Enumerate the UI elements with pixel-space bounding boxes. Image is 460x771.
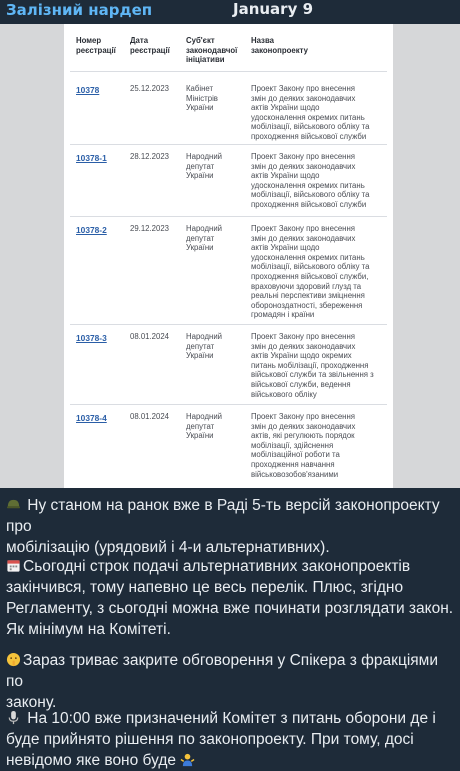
bill-title-line: актів України щодо окремих — [251, 351, 352, 361]
message-paragraph — [6, 650, 454, 713]
bill-title — [251, 224, 370, 320]
bill-title-line: Проект Закону про внесення — [251, 332, 356, 341]
message-line-text: закону. — [6, 694, 57, 711]
column-header-subject: Суб'єкт законодавчої ініціативи — [186, 36, 238, 64]
bill-title-line: актів, які регулюють порядок — [251, 431, 355, 441]
bill-subject-line: Міністрів — [186, 93, 218, 103]
bill-title-line: проходження навчання — [251, 459, 335, 469]
bill-subject-line: Народний — [186, 224, 223, 233]
bill-title-line: змін до деяких законодавчих — [251, 421, 356, 431]
bill-number-link[interactable]: 10378-3 — [76, 333, 107, 343]
message-paragraph — [6, 495, 454, 558]
bill-date: 28.12.2023 — [130, 152, 170, 161]
bill-number-link[interactable]: 10378-4 — [76, 413, 107, 423]
bill-title-line: актів України щодо — [251, 103, 320, 113]
bill-subject — [186, 412, 222, 441]
message-line-text: Як мінімум на Комітеті. — [6, 621, 171, 638]
column-header-title: Назва законопроекту — [251, 36, 308, 55]
message-line — [6, 708, 454, 729]
bill-title — [251, 412, 355, 479]
bill-title — [251, 84, 370, 142]
bill-title-line: Проект Закону про внесення — [251, 412, 356, 421]
message-line-text: буде прийнято рішення по законопроекту. При тому, досі — [6, 731, 414, 748]
bill-title — [251, 152, 370, 210]
bill-title-line: актів України щодо — [251, 243, 320, 253]
bill-title-line: змін до деяких законодавчих — [251, 161, 356, 171]
bill-subject-line: Народний — [186, 412, 223, 421]
message-line — [6, 598, 454, 619]
bill-date: 29.12.2023 — [130, 224, 170, 233]
bill-title-line: громадян і країни — [251, 310, 315, 320]
bill-title-line: удосконалення окремих питань — [251, 180, 365, 190]
bill-date: 08.01.2024 — [130, 412, 170, 421]
bill-title-line: актів України щодо — [251, 171, 320, 181]
bill-title-line: проходження військової служби — [251, 131, 367, 141]
message-line-text: закінчився, тому напевно це весь перелік. Плюс, згідно — [6, 579, 404, 596]
bill-title-line: військової служби та звільнення з — [251, 370, 374, 380]
bill-title-line: Проект Закону про внесення — [251, 84, 356, 93]
bill-title — [251, 332, 374, 399]
message-line — [6, 495, 454, 537]
bill-title-line: обороноздатності, збереження — [251, 300, 363, 310]
bill-subject-line: України — [186, 351, 214, 361]
bill-number-link[interactable]: 10378 — [76, 85, 100, 95]
bill-subject-line: України — [186, 103, 214, 113]
row-divider — [70, 216, 387, 217]
calendar-icon — [6, 558, 23, 575]
channel-name[interactable]: Залізний нардеп — [6, 1, 153, 19]
message-line — [6, 537, 454, 558]
message-line-text: Ну станом на ранок вже в Раді 5-ть версій законопроекту про — [6, 497, 440, 535]
bill-title-line: мобілізації, військового обліку та — [251, 122, 370, 132]
bill-subject-line: депутат — [186, 421, 215, 431]
bill-title-line: військового обліку — [251, 389, 317, 399]
bill-subject — [186, 332, 222, 361]
bill-title-line: питань мобілізації, проходження — [251, 360, 369, 370]
message-line — [6, 577, 454, 598]
message-line-text: Зараз триває закрите обговорення у Спікера з фракціями по — [6, 652, 438, 690]
bill-title-line: мобілізації, військового обліку та — [251, 190, 370, 200]
bill-title-line: проходження військової служби, — [251, 271, 369, 281]
bill-title-line: змін до деяких законодавчих — [251, 233, 356, 243]
header-divider — [70, 71, 387, 72]
row-divider — [70, 324, 387, 325]
helmet-icon — [6, 497, 23, 514]
message-line-text: невідомо яке воно буде — [6, 752, 176, 769]
message-line — [6, 556, 454, 577]
message-line-text: Регламенту, з сьогодні можна вже починати розглядати закон. — [6, 600, 454, 617]
bill-subject-line: Кабінет — [186, 84, 214, 93]
bill-date: 08.01.2024 — [130, 332, 170, 341]
bill-subject-line: Народний — [186, 152, 223, 161]
row-divider — [70, 144, 387, 145]
shushing-face-icon — [6, 652, 23, 669]
bill-title-line: Проект Закону про внесення — [251, 152, 356, 161]
bill-title-line: мобілізації, здійснення — [251, 440, 334, 450]
message-line-text: На 10:00 вже призначений Комітет з питань оборони де і — [23, 710, 436, 727]
bill-subject — [186, 224, 222, 253]
column-header-date: Дата реєстрації — [130, 36, 170, 55]
bill-title-line: змін до деяких законодавчих — [251, 341, 356, 351]
bill-title-line: Проект Закону про внесення — [251, 224, 356, 233]
bill-title-line: удосконалення окремих питань — [251, 252, 365, 262]
bill-title-line: реальні перспективи зміцнення — [251, 291, 365, 301]
bill-title-line: удосконалення окремих питань — [251, 112, 365, 122]
bill-subject-line: депутат — [186, 161, 215, 171]
bill-title-line: змін до деяких законодавчих — [251, 93, 356, 103]
bill-title-line: мобілізаційної роботи та — [251, 450, 340, 460]
bill-title-line: військової служби, ведення — [251, 379, 351, 389]
bill-date: 25.12.2023 — [130, 84, 170, 93]
message-paragraph — [6, 708, 454, 771]
column-header-number: Номер реєстрації — [76, 36, 116, 55]
bill-subject-line: депутат — [186, 341, 215, 351]
bill-subject-line: України — [186, 243, 214, 253]
bill-subject-line: України — [186, 171, 214, 181]
bill-number-link[interactable]: 10378-1 — [76, 153, 107, 163]
message-line — [6, 619, 454, 640]
bill-register-table — [64, 24, 393, 488]
bill-subject-line: України — [186, 431, 214, 441]
message-paragraph — [6, 556, 454, 640]
bill-number-link[interactable]: 10378-2 — [76, 225, 107, 235]
bill-title-line: враховуючи здоровий глузд та — [251, 281, 362, 291]
row-divider — [70, 404, 387, 405]
microphone-icon — [6, 710, 23, 727]
bill-subject — [186, 152, 222, 181]
bill-subject-line: Народний — [186, 332, 223, 341]
message-line — [6, 729, 454, 750]
bill-title-line: проходження військової служби — [251, 199, 367, 209]
message-line-text: Сьогодні строк подачі альтернативних законопроектів — [23, 558, 411, 575]
person-shrugging-icon — [176, 752, 197, 769]
bill-subject — [186, 84, 218, 113]
bill-subject-line: депутат — [186, 233, 215, 243]
date-separator: January 9 — [233, 0, 314, 18]
chat-header — [0, 0, 460, 22]
message-line — [6, 650, 454, 692]
bill-title-line: мобілізації, військового обліку та — [251, 262, 370, 272]
bill-title-line: військовозобов'язаними — [251, 469, 339, 479]
message-line-text: мобілізацію (урядовий і 4-и альтернативних). — [6, 539, 330, 556]
